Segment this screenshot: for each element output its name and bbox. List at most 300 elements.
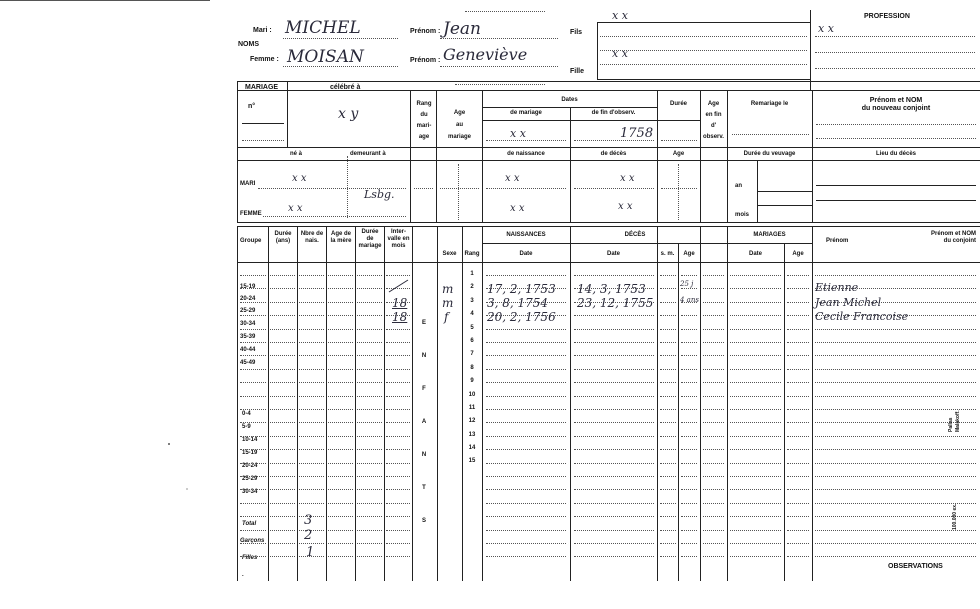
row-rule <box>270 516 295 517</box>
stray-dot <box>168 443 170 445</box>
row-rule <box>660 275 676 276</box>
age-fin-label-2: en fin <box>705 112 722 118</box>
group-label: 20-24 <box>242 463 258 469</box>
child-deces-age: 25 j <box>680 280 694 288</box>
row-rule <box>240 422 266 423</box>
row-rule <box>787 275 809 276</box>
row-rule <box>240 355 266 356</box>
row-rule <box>730 543 781 544</box>
deces-date-header: Date <box>606 251 620 257</box>
enfants-letter: E <box>421 320 426 326</box>
filles-value: 1 <box>306 545 315 560</box>
row-rule <box>703 476 724 477</box>
row-rule <box>486 503 566 504</box>
row-rule <box>574 503 654 504</box>
row-rule <box>299 543 324 544</box>
row-rule <box>240 302 266 303</box>
row-rule <box>703 516 724 517</box>
row-rule <box>574 436 654 437</box>
row-rule <box>270 556 295 557</box>
row-rule <box>240 516 266 517</box>
row-rule <box>486 516 566 517</box>
row-rule <box>574 530 654 531</box>
row-rule <box>270 329 295 330</box>
row-rule <box>660 489 676 490</box>
row-rule <box>486 396 566 397</box>
row-rule <box>299 315 324 316</box>
duree-veuvage-label: Durée du veuvage <box>743 151 796 157</box>
row-rule <box>574 315 654 316</box>
fille-value: x x <box>612 47 628 60</box>
de-mariage-label: de mariage <box>510 110 542 116</box>
row-rule <box>486 489 566 490</box>
enfants-letter: S <box>421 518 426 524</box>
row-rule <box>486 275 566 276</box>
age-mere-header-1: Age de <box>330 231 351 237</box>
femme-naissance-value: x x <box>510 203 525 214</box>
row-rule <box>328 275 353 276</box>
row-rule <box>299 342 324 343</box>
conjoint-header-1: Prénom et NOM <box>930 231 976 237</box>
row-rule <box>386 355 410 356</box>
femme-label: Femme : <box>250 56 279 63</box>
row-rule <box>681 382 697 383</box>
row-rule <box>357 329 382 330</box>
row-rule <box>386 275 410 276</box>
row-rule <box>328 302 353 303</box>
celebre-label: célébré à <box>330 84 361 91</box>
enfants-letter: A <box>421 419 427 425</box>
row-rule <box>787 288 809 289</box>
row-rule <box>386 476 410 477</box>
child-sexe: m <box>442 282 454 296</box>
group-label: 30-34 <box>240 321 256 327</box>
row-rule <box>357 516 382 517</box>
age-label-2: Age <box>672 151 685 157</box>
nouveau-conjoint-label-1: Prénom et NOM <box>869 97 923 104</box>
row-rule <box>730 489 781 490</box>
row-rule <box>486 463 566 464</box>
row-rule <box>270 543 295 544</box>
femme-nom-value: MOISAN <box>287 47 364 67</box>
row-rule <box>730 302 781 303</box>
row-rule <box>815 342 976 343</box>
duree-label: Durée <box>669 101 687 107</box>
mois-label: mois <box>735 212 750 218</box>
row-rule <box>730 449 781 450</box>
femme-ne-value: x x <box>288 203 303 214</box>
row-rule <box>240 543 266 544</box>
rank-number: 9 <box>470 378 474 385</box>
row-rule <box>660 516 676 517</box>
row-rule <box>574 396 654 397</box>
rank-number: 8 <box>470 364 474 371</box>
row-rule <box>730 463 781 464</box>
child-sexe: f <box>444 310 449 324</box>
row-rule <box>681 329 697 330</box>
rank-number: 5 <box>470 324 474 331</box>
rank-number: 7 <box>470 351 474 358</box>
row-rule <box>815 275 976 276</box>
row-rule <box>660 543 676 544</box>
row-rule <box>486 543 566 544</box>
row-rule <box>703 329 724 330</box>
row-rule <box>299 288 324 289</box>
row-rule <box>703 422 724 423</box>
mariage-date-value: x x <box>510 127 526 140</box>
fille-label: Fille <box>570 68 585 75</box>
row-rule <box>660 422 676 423</box>
row-rule <box>730 436 781 437</box>
row-rule <box>328 543 353 544</box>
mariage-age-header: Age <box>792 251 804 257</box>
row-rule <box>328 489 353 490</box>
row-rule <box>681 396 697 397</box>
row-rule <box>328 449 353 450</box>
row-rule <box>703 288 724 289</box>
mari-row-label: MARI <box>240 181 256 187</box>
child-naissance: 17, 2, 1753 <box>487 282 556 296</box>
row-rule <box>357 503 382 504</box>
row-rule <box>386 556 410 557</box>
duree-ans-header-2: (ans) <box>275 238 291 244</box>
duree-ans-header-1: Durée <box>274 231 292 237</box>
intervalle-header-3: mois <box>391 243 406 249</box>
group-label: 5-9 <box>242 424 251 430</box>
rang-label-2: du <box>420 112 428 118</box>
rank-number: 3 <box>470 297 474 304</box>
rank-number: 10 <box>468 391 476 398</box>
row-rule <box>240 382 266 383</box>
row-rule <box>270 463 295 464</box>
duree-mariage-header-1: Durée <box>361 229 379 235</box>
age-fin-label-3: d' <box>710 123 717 129</box>
row-rule <box>240 409 266 410</box>
fils-value: x x <box>612 9 628 22</box>
row-rule <box>328 516 353 517</box>
row-rule <box>703 275 724 276</box>
row-rule <box>730 382 781 383</box>
row-rule <box>660 463 676 464</box>
row-rule <box>660 449 676 450</box>
row-rule <box>681 315 697 316</box>
row-rule <box>357 476 382 477</box>
row-rule <box>386 329 410 330</box>
row-rule <box>730 516 781 517</box>
row-rule <box>787 422 809 423</box>
row-rule <box>787 489 809 490</box>
row-rule <box>574 556 654 557</box>
row-rule <box>299 382 324 383</box>
mari-naissance-value: x x <box>505 173 520 184</box>
row-rule <box>730 329 781 330</box>
row-rule <box>703 463 724 464</box>
row-rule <box>660 369 676 370</box>
row-rule <box>357 382 382 383</box>
row-rule <box>787 436 809 437</box>
femme-deces-value: x x <box>618 201 633 212</box>
row-rule <box>681 449 697 450</box>
garcons-label: Garçons <box>240 538 265 544</box>
child-deces-age: 4 ans <box>680 296 699 304</box>
row-rule <box>787 315 809 316</box>
duree-mariage-header-3: mariage <box>358 243 382 249</box>
group-label: 25-29 <box>240 308 256 314</box>
row-rule <box>660 409 676 410</box>
child-deces: 14, 3, 1753 <box>577 282 646 296</box>
row-rule <box>270 302 295 303</box>
child-sexe: m <box>442 296 454 310</box>
child-prenom: Jean Michel <box>815 296 882 309</box>
child-naissance: 3, 8, 1754 <box>487 296 549 310</box>
row-rule <box>815 543 976 544</box>
row-rule <box>270 530 295 531</box>
row-rule <box>299 355 324 356</box>
group-label: 10-14 <box>242 437 258 443</box>
row-rule <box>299 369 324 370</box>
row-rule <box>730 503 781 504</box>
row-rule <box>815 396 976 397</box>
row-rule <box>270 355 295 356</box>
row-rule <box>386 503 410 504</box>
row-rule <box>270 476 295 477</box>
row-rule <box>357 275 382 276</box>
row-rule <box>357 422 382 423</box>
row-rule <box>730 315 781 316</box>
row-rule <box>270 315 295 316</box>
filles-label: Filles <box>242 555 258 561</box>
row-rule <box>574 275 654 276</box>
fils-label: Fils <box>570 29 583 36</box>
row-rule <box>357 342 382 343</box>
group-label: 15-19 <box>240 284 256 290</box>
child-prenom: Etienne <box>815 281 859 294</box>
mari-ne-value: x x <box>292 173 307 184</box>
row-rule <box>681 355 697 356</box>
row-rule <box>357 436 382 437</box>
row-rule <box>681 476 697 477</box>
row-rule <box>730 275 781 276</box>
row-rule <box>787 503 809 504</box>
row-rule <box>730 476 781 477</box>
row-rule <box>328 329 353 330</box>
row-rule <box>328 355 353 356</box>
duree-mariage-header-2: de <box>366 236 374 242</box>
age-fin-label-1: Age <box>707 101 720 107</box>
celebre-value: x y <box>338 106 359 122</box>
row-rule <box>386 396 410 397</box>
row-rule <box>703 302 724 303</box>
mari-nom-value: MICHEL <box>285 18 361 38</box>
row-rule <box>386 436 410 437</box>
row-rule <box>681 543 697 544</box>
fin-observ-value: 1758 <box>620 126 654 141</box>
mari-label: Mari : <box>253 27 272 34</box>
row-rule <box>703 315 724 316</box>
row-rule <box>357 463 382 464</box>
group-label: 15-19 <box>242 450 258 456</box>
naissances-header: NAISSANCES <box>506 232 546 238</box>
row-rule <box>357 530 382 531</box>
row-rule <box>574 463 654 464</box>
femme-prenom-value: Geneviève <box>443 45 528 64</box>
row-rule <box>299 409 324 410</box>
row-rule <box>240 503 266 504</box>
child-prenom: Cecile Francoise <box>815 310 909 323</box>
row-rule <box>357 369 382 370</box>
mari-demeurant-value: Lsbg. <box>364 188 395 201</box>
row-rule <box>703 382 724 383</box>
row-rule <box>270 396 295 397</box>
row-rule <box>730 530 781 531</box>
row-rule <box>703 503 724 504</box>
rank-number: 11 <box>468 404 476 411</box>
row-rule <box>787 516 809 517</box>
row-rule <box>574 409 654 410</box>
noms-label: NOMS <box>238 41 259 48</box>
enfants-letter: N <box>421 452 427 458</box>
rank-number: 12 <box>468 418 476 425</box>
row-rule <box>703 409 724 410</box>
row-rule <box>787 302 809 303</box>
row-rule <box>574 422 654 423</box>
rank-number: 4 <box>470 311 474 318</box>
prenom-femme-label: Prénom : <box>410 57 441 64</box>
nouveau-conjoint-label-2: du nouveau conjoint <box>861 105 931 112</box>
row-rule <box>787 409 809 410</box>
nbre-naiss-header-2: nais. <box>305 238 319 244</box>
row-rule <box>703 396 724 397</box>
row-rule <box>270 422 295 423</box>
numero-label: n° <box>248 103 256 110</box>
row-rule <box>240 275 266 276</box>
femme-row-label: FEMME <box>240 211 262 217</box>
de-naissance-label: de naissance <box>507 151 545 157</box>
stray-dot <box>186 488 188 490</box>
intervalle-header-1: Inter- <box>391 229 406 235</box>
row-rule <box>357 543 382 544</box>
rank-number: 2 <box>470 284 474 291</box>
row-rule <box>328 315 353 316</box>
row-rule <box>681 516 697 517</box>
row-rule <box>574 489 654 490</box>
total-label: Total <box>242 521 257 527</box>
row-rule <box>730 342 781 343</box>
row-rule <box>681 489 697 490</box>
row-rule <box>299 449 324 450</box>
row-rule <box>486 556 566 557</box>
row-rule <box>386 463 410 464</box>
row-rule <box>787 342 809 343</box>
row-rule <box>815 382 976 383</box>
row-rule <box>486 436 566 437</box>
row-rule <box>270 489 295 490</box>
row-rule <box>240 463 266 464</box>
row-rule <box>486 369 566 370</box>
row-rule <box>703 342 724 343</box>
row-rule <box>787 530 809 531</box>
row-rule <box>328 436 353 437</box>
rank-number: 13 <box>468 431 476 438</box>
row-rule <box>299 396 324 397</box>
row-rule <box>299 436 324 437</box>
row-rule <box>660 355 676 356</box>
row-rule <box>681 369 697 370</box>
row-rule <box>486 329 566 330</box>
child-intervalle: 18 <box>392 296 408 310</box>
mariage-label: MARIAGE <box>245 84 279 91</box>
row-rule <box>240 396 266 397</box>
rank-number: 1 <box>470 271 474 277</box>
row-rule <box>815 449 976 450</box>
row-rule <box>486 342 566 343</box>
mari-deces-value: x x <box>620 173 635 184</box>
row-rule <box>357 302 382 303</box>
mari-prenom-value: Jean <box>443 19 481 39</box>
row-rule <box>270 449 295 450</box>
group-label: 30-34 <box>242 489 258 495</box>
row-rule <box>815 476 976 477</box>
row-rule <box>787 329 809 330</box>
row-rule <box>270 382 295 383</box>
row-rule <box>328 369 353 370</box>
row-rule <box>486 409 566 410</box>
rang-header: Rang <box>464 251 480 257</box>
demeurant-label: demeurant à <box>350 151 386 157</box>
intervalle-slash-mark <box>386 278 410 294</box>
row-rule <box>328 382 353 383</box>
bullet-mark: . <box>242 572 244 578</box>
row-rule <box>574 449 654 450</box>
rank-number: 6 <box>470 337 474 344</box>
row-rule <box>486 382 566 383</box>
row-rule <box>240 315 266 316</box>
row-rule <box>730 355 781 356</box>
row-rule <box>270 342 295 343</box>
rang-label-3: mari- <box>416 123 432 129</box>
row-rule <box>574 369 654 370</box>
row-rule <box>357 315 382 316</box>
publisher-mark: Pallas Malakoff. <box>948 410 961 432</box>
rank-number: 14 <box>468 445 476 452</box>
row-rule <box>660 530 676 531</box>
row-rule <box>386 543 410 544</box>
row-rule <box>660 288 676 289</box>
group-label: 25-29 <box>242 476 258 482</box>
row-rule <box>681 503 697 504</box>
deces-header: DÉCÈS <box>624 232 646 238</box>
child-intervalle: 18 <box>392 310 408 324</box>
enfants-letter: F <box>422 386 426 392</box>
row-rule <box>681 275 697 276</box>
row-rule <box>386 516 410 517</box>
row-rule <box>660 382 676 383</box>
row-rule <box>815 369 976 370</box>
row-rule <box>660 329 676 330</box>
row-rule <box>357 489 382 490</box>
row-rule <box>299 503 324 504</box>
enfants-letter: T <box>422 485 426 491</box>
observations-label: OBSERVATIONS <box>888 563 943 570</box>
row-rule <box>660 476 676 477</box>
row-rule <box>386 409 410 410</box>
groupe-header: Groupe <box>240 238 262 244</box>
age-mariage-label-3: mariage <box>447 134 471 140</box>
row-rule <box>328 396 353 397</box>
row-rule <box>787 396 809 397</box>
row-rule <box>328 476 353 477</box>
row-rule <box>730 556 781 557</box>
